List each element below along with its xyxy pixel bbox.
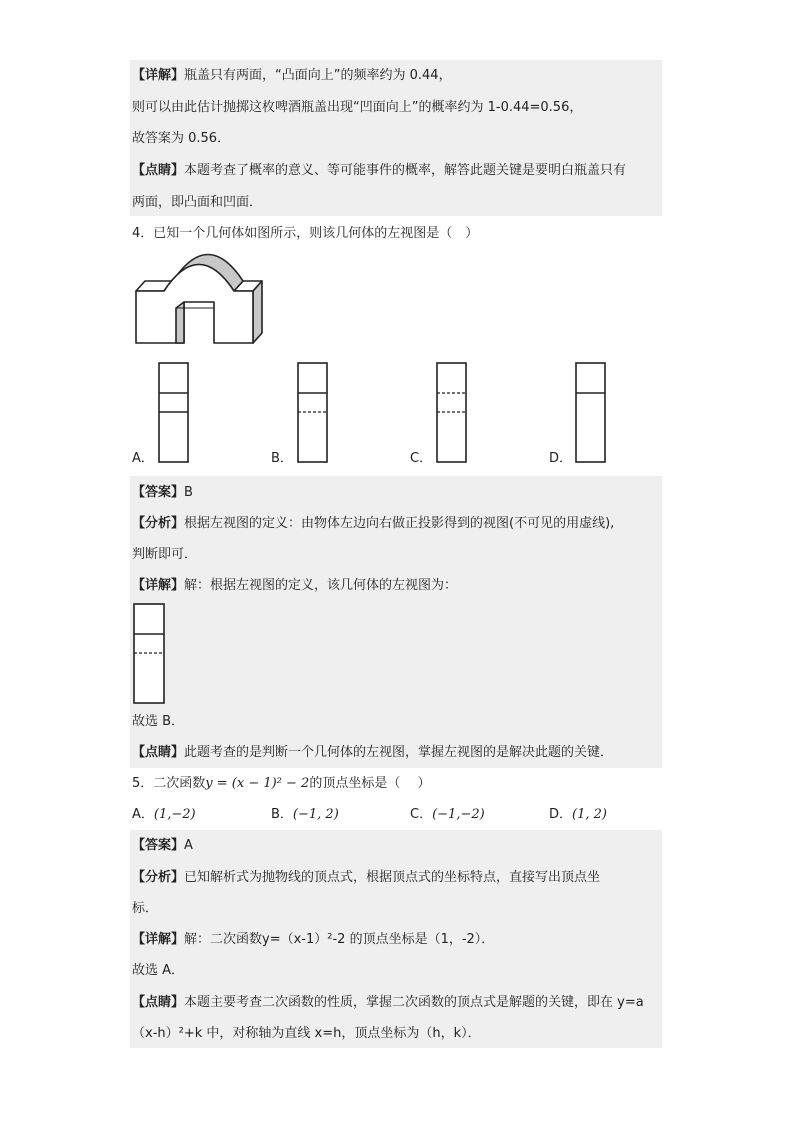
- q4-analysis-2: 判断即可．: [132, 547, 198, 562]
- detail-tag: 【详解】: [132, 578, 185, 593]
- option-a-label[interactable]: A．: [132, 451, 154, 466]
- q4-stem: 4．已知一个几何体如图所示，则该几何体的左视图是（ ）: [132, 226, 479, 241]
- comment-tag: 【点睛】: [132, 745, 185, 760]
- option-b-view[interactable]: [297, 362, 329, 464]
- q4-analysis: [132, 516, 614, 532]
- option-a-view[interactable]: [158, 362, 190, 464]
- q5-option-c[interactable]: [410, 807, 485, 823]
- q5-option-d-label: D．: [549, 807, 573, 822]
- option-b-label[interactable]: B．: [271, 451, 293, 466]
- detail-tag: 【详解】: [132, 932, 185, 947]
- detail-text: 解：根据左视图的定义，该几何体的左视图为：: [184, 578, 458, 593]
- q5-stem: [132, 776, 430, 792]
- q5-choose: 故选 A．: [132, 963, 185, 978]
- option-d-view[interactable]: [575, 362, 607, 464]
- detail-line: [132, 68, 452, 84]
- analysis-tag: 【分析】: [132, 516, 185, 531]
- q5-option-a[interactable]: [132, 807, 196, 823]
- detail-text: 解：二次函数y=（x-1）²-2 的顶点坐标是（1，-2）．: [184, 932, 495, 947]
- answer-tag: 【答案】: [132, 485, 185, 500]
- comment-line-2: 两面，即凸面和凹面．: [132, 195, 263, 210]
- detail-tag: 【详解】: [132, 68, 185, 83]
- answer-value: B: [184, 485, 193, 500]
- comment-text: 本题主要考查二次函数的性质，掌握二次函数的顶点式是解题的关键，即在 y=a: [184, 995, 644, 1010]
- q5-answer: [132, 838, 193, 854]
- q4-detail: [132, 578, 457, 594]
- answer-tag: 【答案】: [132, 838, 185, 853]
- left-view-answer: [133, 603, 167, 705]
- option-d-label[interactable]: D．: [549, 451, 573, 466]
- q5-analysis-2: 标．: [132, 901, 159, 916]
- q5-formula: y = (x − 1)² − 2: [205, 776, 310, 791]
- detail-line-2: 则可以由此估计抛掷这枚啤酒瓶盖出现“凹面向上”的概率约为 1-0.44=0.56，: [132, 100, 583, 115]
- q4-answer: [132, 485, 193, 501]
- q5-option-b-label: B．: [271, 807, 293, 822]
- q5-comment-2: （x-h）²+k 中，对称轴为直线 x=h，顶点坐标为（h，k）．: [132, 1026, 481, 1041]
- option-c-label[interactable]: C．: [410, 451, 433, 466]
- comment-text: 此题考查的是判断一个几何体的左视图，掌握左视图的是解决此题的关键．: [184, 745, 614, 760]
- q5-option-c-label: C．: [410, 807, 433, 822]
- q5-stem-prefix: 5．二次函数: [132, 776, 206, 791]
- option-c-view[interactable]: [436, 362, 468, 464]
- q5-option-d[interactable]: [549, 807, 607, 823]
- comment-tag: 【点睛】: [132, 995, 185, 1010]
- q4-choose: 故选 B．: [132, 714, 185, 729]
- answer-value: A: [184, 838, 193, 853]
- q5-option-a-value: (1,−2): [153, 807, 196, 822]
- q5-stem-suffix: 的顶点坐标是（ ）: [309, 776, 431, 791]
- q5-option-d-value: (1, 2): [572, 807, 607, 822]
- analysis-text: 已知解析式为抛物线的顶点式，根据顶点式的坐标特点，直接写出顶点坐: [184, 870, 601, 885]
- q5-option-c-value: (−1,−2): [432, 807, 485, 822]
- comment-line: [132, 163, 626, 179]
- analysis-text: 根据左视图的定义：由物体左边向右做正投影得到的视图(不可见的用虚线),: [184, 516, 615, 531]
- q5-comment: [132, 995, 644, 1011]
- comment-text: 本题考查了概率的意义、等可能事件的概率，解答此题关键是要明白瓶盖只有: [184, 163, 627, 178]
- q5-detail: [132, 932, 494, 948]
- detail-line-3: 故答案为 0.56．: [132, 131, 231, 146]
- q5-option-b[interactable]: [271, 807, 339, 823]
- q5-analysis: [132, 870, 600, 886]
- q5-option-a-label: A．: [132, 807, 154, 822]
- q4-comment: [132, 745, 613, 761]
- detail-text: 瓶盖只有两面，“凸面向上”的频率约为 0.44，: [184, 68, 452, 83]
- q5-option-b-value: (−1, 2): [292, 807, 339, 822]
- analysis-tag: 【分析】: [132, 870, 185, 885]
- solid-figure: [130, 250, 270, 350]
- comment-tag: 【点睛】: [132, 163, 185, 178]
